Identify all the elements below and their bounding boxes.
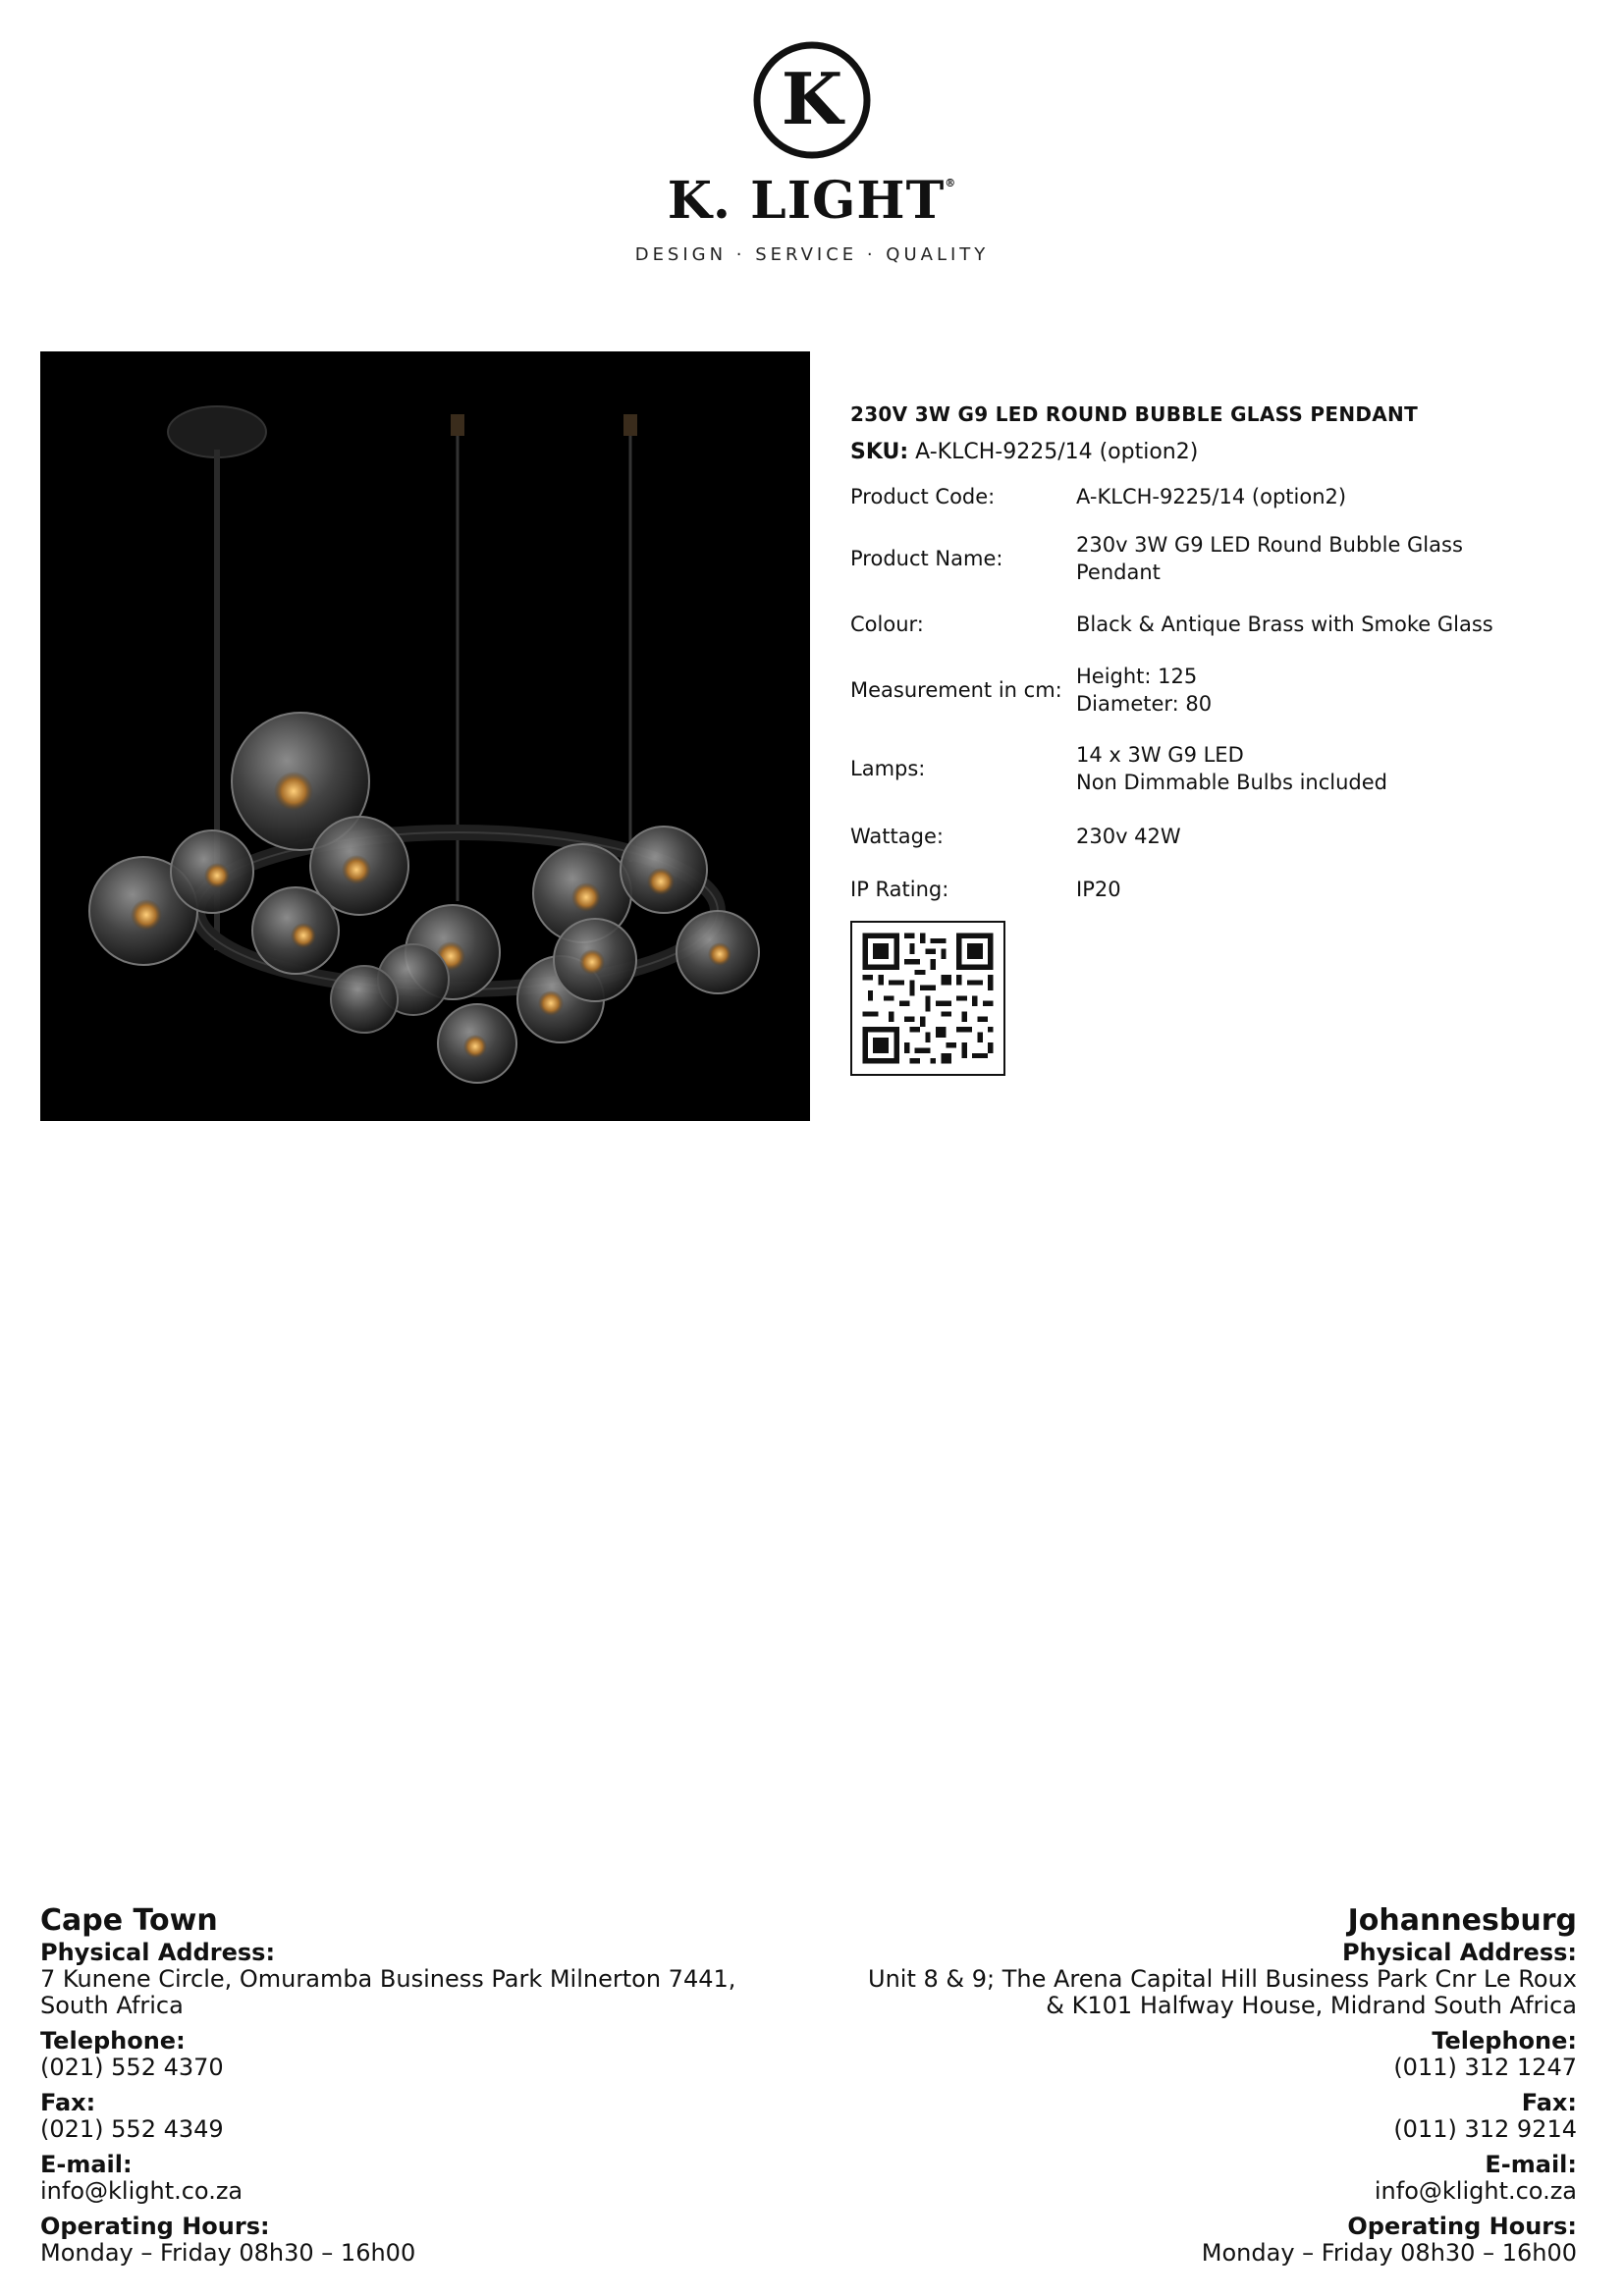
office-johannesburg	[791, 1904, 1577, 2267]
spec-value-line: 14 x 3W G9 LED	[1076, 743, 1244, 767]
address-label: Physical Address:	[40, 1939, 276, 1966]
address-line: 7 Kunene Circle, Omuramba Business Park Milnerton 7441,	[40, 1965, 736, 1993]
spec-label: Wattage:	[850, 825, 944, 848]
spec-value-line: 230v 3W G9 LED Round Bubble Glass	[1076, 533, 1463, 557]
fax-label: Fax:	[40, 2089, 96, 2116]
pendant-chandelier-icon	[40, 351, 810, 1121]
spec-row-product-name	[850, 531, 1557, 586]
spec-value-line: Diameter: 80	[1076, 692, 1213, 716]
office-city: Johannesburg	[1347, 1903, 1577, 1938]
product-photo	[40, 351, 810, 1121]
fax-value: (021) 552 4349	[40, 2115, 224, 2143]
spec-label: Measurement in cm:	[850, 678, 1062, 702]
brand-tagline: DESIGN · SERVICE · QUALITY	[634, 244, 990, 265]
hours-value: Monday – Friday 08h30 – 16h00	[1201, 2239, 1577, 2267]
product-title: 230V 3W G9 LED ROUND BUBBLE GLASS PENDANT	[850, 402, 1419, 426]
telephone-label: Telephone:	[40, 2027, 186, 2055]
spec-value: IP20	[1076, 878, 1121, 901]
spec-value-line: Non Dimmable Bulbs included	[1076, 771, 1387, 794]
brand-name	[0, 171, 1624, 231]
email-link[interactable]: info@klight.co.za	[40, 2177, 244, 2205]
k-logo-icon	[751, 39, 873, 161]
spec-value	[1076, 741, 1557, 796]
spec-row-measurement	[850, 663, 1557, 718]
telephone-value[interactable]: (021) 552 4370	[40, 2054, 224, 2081]
address-label: Physical Address:	[1341, 1939, 1577, 1966]
spec-value: 230v 42W	[1076, 825, 1181, 848]
address-line: & K101 Halfway House, Midrand South Africa	[1046, 1992, 1577, 2019]
brand-name-text: K. LIGHT	[667, 171, 946, 231]
sku-label: SKU:	[850, 440, 909, 464]
hours-value: Monday – Friday 08h30 – 16h00	[40, 2239, 416, 2267]
spec-value	[1076, 531, 1557, 586]
registered-mark: ®	[945, 177, 957, 189]
spec-label: Product Code:	[850, 485, 996, 508]
email-link[interactable]: info@klight.co.za	[1374, 2177, 1577, 2205]
spec-value: Black & Antique Brass with Smoke Glass	[1076, 613, 1493, 636]
spec-value-line: Height: 125	[1076, 665, 1198, 688]
address-line: South Africa	[40, 1992, 184, 2019]
email-label: E-mail:	[40, 2151, 133, 2178]
spec-value-line: Pendant	[1076, 561, 1161, 584]
spec-row-wattage	[850, 820, 1557, 853]
spec-row-product-code	[850, 480, 1557, 513]
spec-row-lamps	[850, 741, 1557, 796]
spec-row-ip-rating	[850, 873, 1557, 906]
spec-label: Lamps:	[850, 757, 926, 780]
fax-label: Fax:	[1521, 2089, 1577, 2116]
office-city: Cape Town	[40, 1903, 218, 1938]
telephone-value[interactable]: (011) 312 1247	[1393, 2054, 1577, 2081]
fax-value: (011) 312 9214	[1393, 2115, 1577, 2143]
office-cape-town	[40, 1904, 826, 2267]
product-spec-sheet	[850, 402, 1557, 906]
hours-label: Operating Hours:	[40, 2213, 270, 2240]
logo-letter: K	[781, 57, 843, 140]
sku-value: A-KLCH-9225/14 (option2)	[915, 440, 1199, 464]
telephone-label: Telephone:	[1432, 2027, 1577, 2055]
address-line: Unit 8 & 9; The Arena Capital Hill Business Park Cnr Le Roux	[868, 1965, 1577, 1993]
spec-value: A-KLCH-9225/14 (option2)	[1076, 485, 1347, 508]
sku-line	[850, 440, 1557, 464]
spec-value	[1076, 663, 1557, 718]
spec-label: IP Rating:	[850, 878, 949, 901]
spec-row-colour	[850, 608, 1557, 641]
spec-label: Colour:	[850, 613, 924, 636]
qr-code-icon	[852, 923, 1003, 1074]
email-label: E-mail:	[1485, 2151, 1577, 2178]
header-logo	[0, 39, 1624, 265]
qr-code[interactable]	[850, 921, 1005, 1076]
hours-label: Operating Hours:	[1347, 2213, 1577, 2240]
spec-label: Product Name:	[850, 547, 1003, 570]
